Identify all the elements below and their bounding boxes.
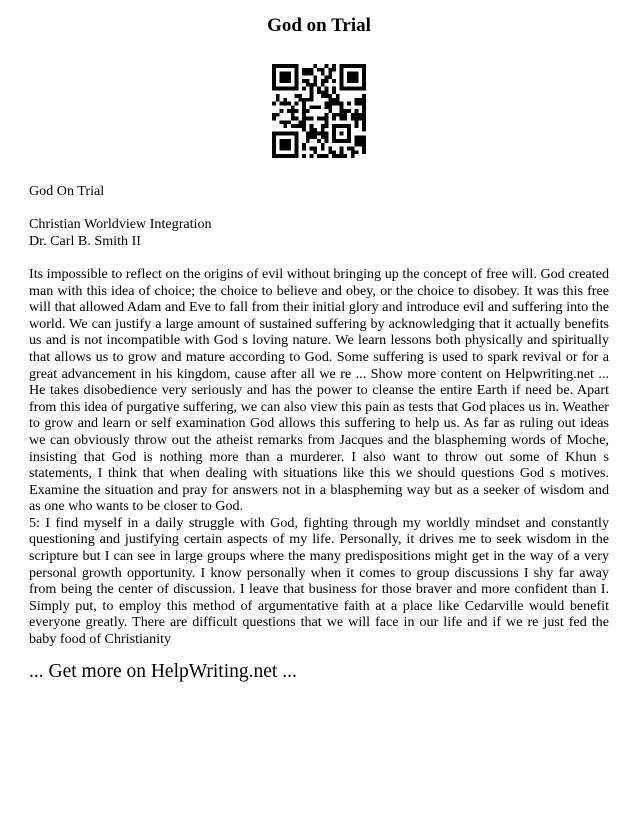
qr-code-icon <box>272 64 366 158</box>
document-title: God on Trial <box>267 15 371 36</box>
qr-code-graphic <box>272 64 366 158</box>
footer-link[interactable]: ... Get more on HelpWriting.net ... <box>29 661 297 682</box>
document-body <box>29 183 609 648</box>
body-paragraph-1: Its impossible to reflect on the origins of evil without bringing up the concept of free will. God created man with this idea of choice; the choice to believe and obey, or the choice to disobey. It was this free will that allowed Adam and Eve to fall from their initial glory and introduce evil and suffering into the world. We can justify a large amount of sustained suffering by acknowledging that it actually benefits us and is not incompatible with God s loving nature. We learn lessons both physically and spiritually that allows us to grow and mature according to God. Some suffering is used to spark revival or for a great advancement in his kingdom, cause after all we re ... Show more content on Helpwriting.net ... He takes disobedience very seriously and has the power to cleanse the entire Earth if need be. Apart from this idea of purgative suffering, we can also view this pain as tests that God places us in. Weather to grow and learn or self examination God allows this suffering to help us. As far as ruling out ideas we can obviously throw out the atheist remarks from Jacques and the blaspheming words of Moche, insisting that God is nothing more than a murderer. I also want to throw out some of Khun s statements, I think that when dealing with situations like this we should questions God s motives. Examine the situation and pray for answers not in a blaspheming way but as a seeker of wisdom and as one who wants to be closer to God. <box>29 265 609 515</box>
author-name: Dr. Carl B. Smith II <box>29 232 141 249</box>
course-name: Christian Worldview Integration <box>29 216 212 233</box>
document-meta <box>29 216 609 249</box>
body-paragraph-2: 5: I find myself in a daily struggle with God, fighting through my worldly mindset and constantly questioning and justifying certain aspects of my life. Personally, it drives me to seek wisdom in the scripture but I can see in large groups where the many predispositions might get in the way of a very personal growth opportunity. I know personally when it comes to group discussions I shy far away from being the center of discussion. I leave that business for those braver and more confident than I. Simply put, to employ this method of argumentative faith at a place like Cedarville would benefit everyone greatly. There are difficult questions that we will face in our life and if we re just fed the baby food of Christianity <box>29 514 609 648</box>
document-subtitle: God On Trial <box>29 183 105 199</box>
